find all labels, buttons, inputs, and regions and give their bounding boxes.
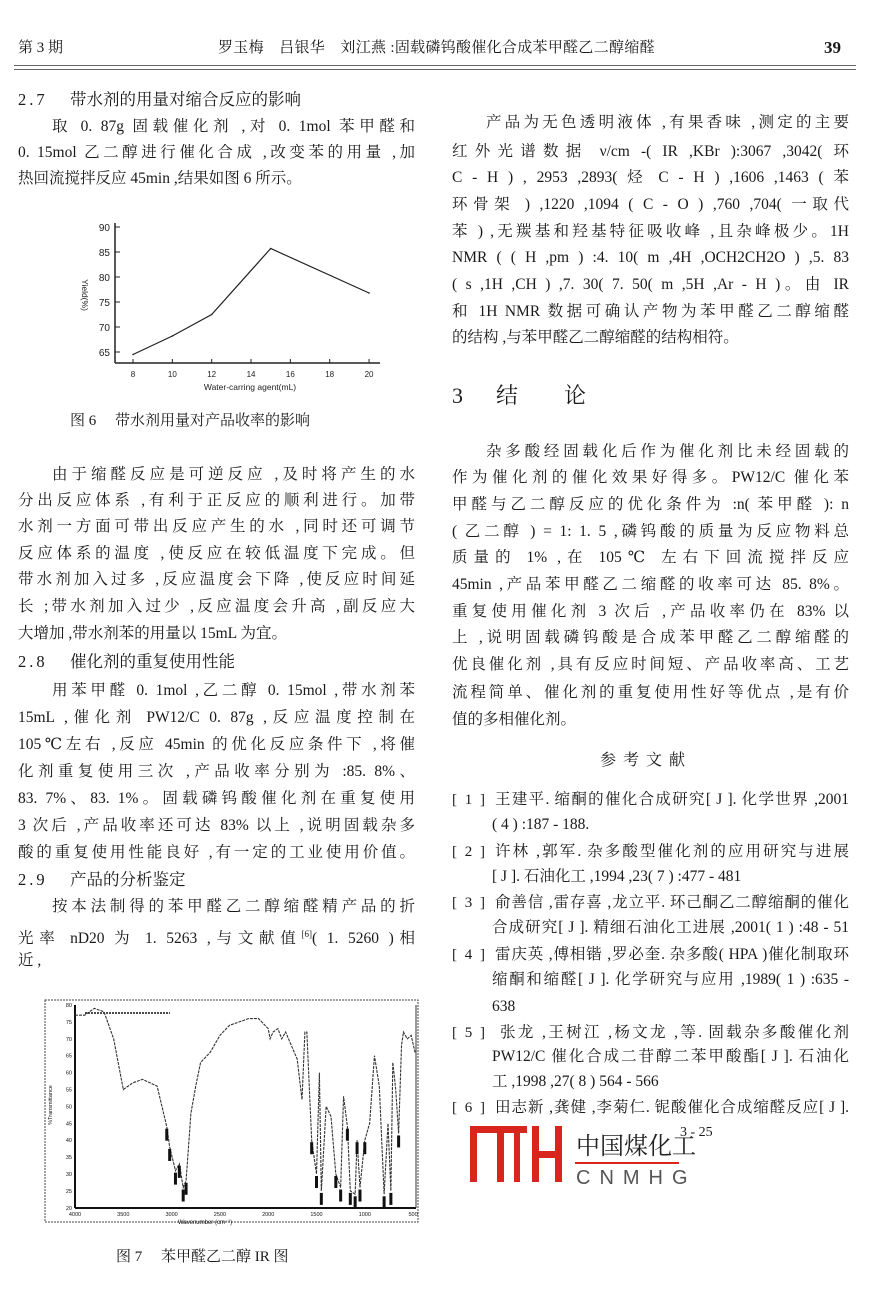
y-tick-label: 85 xyxy=(98,248,110,259)
x-tick-label: 10 xyxy=(167,370,177,379)
peak-label-marker xyxy=(363,1142,366,1154)
citation-ref-6[interactable]: [6] xyxy=(301,929,312,939)
x-tick-label: 500 xyxy=(408,1212,418,1218)
paragraph-line: 分出反应体系 ,有利于正反应的顺利进行。加带 xyxy=(18,492,415,509)
paragraph-line: 流程简单、催化剂的重复使用性好等优点 ,是有价 xyxy=(452,684,849,701)
paragraph-line: 带水剂加入过多 ,反应温度会下降 ,使反应时间延 xyxy=(18,571,415,588)
y-tick-label: 40 xyxy=(65,1138,72,1145)
reference-label: [ 4 ] xyxy=(452,947,485,963)
peak-label-marker xyxy=(346,1129,349,1141)
x-tick-label: 3500 xyxy=(117,1212,130,1218)
paragraph-line: 由于缩醛反应是可逆反应 ,及时将产生的水 xyxy=(52,466,415,483)
peak-label-marker xyxy=(354,1196,357,1208)
peak-label-marker xyxy=(178,1166,181,1178)
paragraph-line: 质量的 1% ,在 105℃ 左右下回流搅拌反应 xyxy=(452,549,849,566)
y-tick-label: 60 xyxy=(65,1070,72,1077)
paragraph-line: 苯 ) ,无羰基和羟基特征吸收峰 ,且杂峰极少。1H xyxy=(452,223,849,240)
y-tick-label: 65 xyxy=(65,1053,72,1060)
yield-series-line xyxy=(133,249,369,355)
paragraph-line: 甲醛与乙二醇反应的优化条件为 :n( 苯甲醛 ): n xyxy=(452,496,849,513)
section-heading-2-9: 2.9 产品的分析鉴定 xyxy=(18,870,186,889)
y-tick-label: 25 xyxy=(65,1188,72,1195)
running-title: 罗玉梅 吕银华 刘江燕 :固载磷钨酸催化合成苯甲醛乙二醇缩醛 xyxy=(218,40,655,56)
data-point xyxy=(368,292,370,294)
paragraph-line: 化剂重复使用三次 ,产品收率分别为 :85. 8%、 xyxy=(18,763,415,780)
paragraph-line: 的结构 ,与苯甲醛乙二醇缩醛的结构相符。 xyxy=(452,329,739,346)
x-tick-label: 18 xyxy=(325,370,335,379)
y-tick-label: 80 xyxy=(98,273,110,284)
reference-line: 缩酮和缩醛[ J ]. 化学研究与应用 ,1989( 1 ) :635 - xyxy=(492,971,849,988)
figure-border xyxy=(45,1000,418,1222)
reference-label: [ 1 ] xyxy=(452,792,485,808)
reference-line: 张龙 ,王树江 ,杨文龙 ,等. 固载杂多酸催化剂 xyxy=(500,1024,849,1041)
paragraph-line: 上 ,说明固载磷钨酸是合成苯甲醛乙二醇缩醛的 xyxy=(452,629,849,646)
reference-line: 3 - 25 xyxy=(680,1125,713,1140)
paragraph-line: 0. 15mol 乙二醇进行催化合成 ,改变苯的用量 ,加 xyxy=(18,144,415,161)
paragraph-line: 按本法制得的苯甲醛乙二醇缩醛精产品的折 xyxy=(52,898,415,915)
data-point xyxy=(132,354,134,356)
paragraph-line: 和 1H NMR 数据可确认产物为苯甲醛乙二醇缩醛 xyxy=(452,303,849,320)
paragraph-line: 红外光谱数据 ν/cm -( IR ,KBr ):3067 ,3042( 环 xyxy=(452,143,849,160)
ir-spectrum-line xyxy=(75,1008,415,1194)
paragraph-line: 近 , xyxy=(18,952,42,969)
peak-label-marker xyxy=(182,1190,185,1202)
paragraph-line: NMR ( ( H ,pm ) :4. 10( m ,4H ,OCH2CH2O ) ,5. 83 xyxy=(452,249,849,266)
paragraph-line: 热回流搅拌反应 45min ,结果如图 6 所示。 xyxy=(18,170,302,187)
paragraph-line: ( s ,1H ,CH ) ,7. 30( 7. 50( m ,5H ,Ar - H )。由 IR xyxy=(452,276,849,293)
peak-label-marker xyxy=(168,1149,171,1161)
section-heading-3: 3 结 论 xyxy=(452,383,599,408)
reference-line: 田志新 ,龚健 ,李菊仁. 铌酸催化合成缩醛反应[ J ]. xyxy=(495,1099,849,1116)
paragraph-line: 酸的重复使用性能良好 ,有一定的工业使用价值。 xyxy=(18,844,415,861)
x-tick-label: 12 xyxy=(207,370,217,379)
figure-6-caption: 图 6 带水剂用量对产品收率的影响 xyxy=(70,413,311,429)
x-tick-label: 2500 xyxy=(213,1212,227,1218)
reference-line: PW12/C 催化合成二苷醇二苯甲酸酯[ J ]. 石油化 xyxy=(492,1048,849,1065)
reference-line: [ J ]. 石油化工 ,1994 ,23( 7 ) :477 - 481 xyxy=(492,868,742,885)
y-tick-label: 20 xyxy=(65,1205,72,1212)
reference-line: 工 ,1998 ,27( 8 ) 564 - 566 xyxy=(492,1073,659,1090)
watermark-en-text: CNMHG xyxy=(576,1167,697,1186)
figure-6-yield-chart xyxy=(60,215,390,395)
peak-label-marker xyxy=(174,1173,177,1185)
paragraph-line: 3 次后 ,产品收率还可达 83% 以上 ,说明固载杂多 xyxy=(18,817,415,834)
x-tick-label: 1500 xyxy=(310,1212,323,1218)
reference-line: 俞善信 ,雷存喜 ,龙立平. 环己酮乙二醇缩酮的催化 xyxy=(495,894,849,911)
paragraph-line: ( 乙二醇 ) = 1: 1. 5 ,磷钨酸的质量为反应物料总 xyxy=(452,523,849,540)
paragraph-line: 值的多相催化剂。 xyxy=(452,711,577,728)
y-tick-label: 70 xyxy=(98,323,110,334)
section-heading-2-7: 2.7 带水剂的用量对缩合反应的影响 xyxy=(18,90,301,109)
peak-label-marker xyxy=(165,1129,168,1141)
peak-label-marker xyxy=(315,1176,318,1188)
x-tick-label: 20 xyxy=(364,370,374,379)
peak-label-marker xyxy=(397,1135,400,1147)
paragraph-line: 水剂一方面可带出反应产生的水 ,同时还可调节 xyxy=(18,518,415,535)
x-tick-label: 16 xyxy=(285,370,295,379)
figure-7-caption: 图 7 苯甲醛乙二醇 IR 图 xyxy=(116,1249,289,1265)
peak-label-marker xyxy=(389,1193,392,1205)
page-number: 39 xyxy=(824,38,841,57)
paragraph-line: 83. 7%、83. 1%。固载磷钨酸催化剂在重复使用 xyxy=(18,790,415,807)
paragraph-line: 长 ;带水剂加入过少 ,反应温度会升高 ,副反应大 xyxy=(18,598,415,615)
issue-label: 第 3 期 xyxy=(18,40,64,56)
x-tick-label: 2000 xyxy=(262,1212,275,1218)
x-axis-label: Wavenumber (cm⁻¹) xyxy=(177,1220,233,1226)
reference-label: [ 5 ] xyxy=(452,1025,485,1041)
paragraph-line: 取 0. 87g 固载催化剂 ,对 0. 1mol 苯甲醛和 xyxy=(52,118,415,135)
y-tick-label: 45 xyxy=(65,1121,72,1128)
paragraph-line: 105℃左右 ,反应 45min 的优化反应条件下 ,将催 xyxy=(18,736,415,753)
data-point xyxy=(211,314,213,316)
peak-label-marker xyxy=(320,1193,323,1205)
reference-line: 许林 ,郭军. 杂多酸型催化剂的应用研究与进展 xyxy=(495,843,849,860)
peak-label-marker xyxy=(358,1190,361,1202)
reference-line: 王建平. 缩酮的催化合成研究[ J ]. 化学世界 ,2001 xyxy=(495,791,849,808)
y-tick-label: 90 xyxy=(98,223,110,234)
paragraph-line: 重复使用催化剂 3 次后 ,产品收率仍在 83% 以 xyxy=(452,603,849,620)
x-axis-label: Water-carring agent(mL) xyxy=(203,382,297,392)
reference-label: [ 2 ] xyxy=(452,844,485,860)
figure-7-ir-spectrum xyxy=(40,995,425,1235)
paragraph-line: C - H ) , 2953 ,2893( 烃 C - H ) ,1606 ,1463 ( 苯 xyxy=(452,169,849,186)
reference-line: 合成研究[ J ]. 精细石油化工进展 ,2001( 1 ) :48 - 51 xyxy=(492,919,849,936)
y-tick-label: 55 xyxy=(65,1087,72,1094)
y-tick-label: 80 xyxy=(65,1003,72,1009)
paragraph-line: 环骨架 ) ,1220 ,1094 ( C - O ) ,760 ,704( 一取代 xyxy=(452,196,849,213)
paragraph-line: 反应体系的温度 ,使反应在较低温度下完成。但 xyxy=(18,545,415,562)
paragraph-line: 产品为无色透明液体 ,有果香味 ,测定的主要 xyxy=(486,114,849,131)
header-rule xyxy=(14,65,856,70)
peak-label-marker xyxy=(383,1196,386,1208)
paragraph-line: 优良催化剂 ,具有反应时间短、产品收率高、工艺 xyxy=(452,656,849,673)
cnmhg-watermark-logo xyxy=(470,1124,710,1186)
reference-line: 雷庆英 ,傅相锴 ,罗必奎. 杂多酸( HPA )催化制取环 xyxy=(495,946,849,963)
data-point xyxy=(270,248,272,250)
reference-line: ( 4 ) :187 - 188. xyxy=(492,816,590,833)
paragraph-line: 大增加 ,带水剂苯的用量以 15mL 为宜。 xyxy=(18,625,287,642)
x-tick-label: 1000 xyxy=(358,1212,371,1218)
peak-label-marker xyxy=(356,1142,359,1154)
y-tick-label: 30 xyxy=(65,1172,72,1178)
y-tick-label: 50 xyxy=(65,1104,72,1111)
paragraph-line: 45min ,产品苯甲醛乙二缩醛的收率可达 85. 8%。 xyxy=(452,576,849,593)
paragraph-line: 作为催化剂的催化效果好得多。PW12/C 催化苯 xyxy=(452,469,849,486)
paragraph-line: 用苯甲醛 0. 1mol ,乙二醇 0. 15mol ,带水剂苯 xyxy=(52,682,415,699)
paragraph-line: 光率 nD20 为 1. 5263 ,与文献值[6]( 1. 5260 )相 xyxy=(18,929,415,948)
reference-label: [ 3 ] xyxy=(452,895,485,911)
y-tick-label: 35 xyxy=(65,1155,72,1162)
watermark-cn-text: 中国煤化工 xyxy=(576,1133,696,1160)
peak-label-marker xyxy=(349,1193,352,1205)
data-point xyxy=(172,335,174,337)
section-heading-2-8: 2.8 催化剂的重复使用性能 xyxy=(18,652,235,671)
paragraph-line: 15mL ,催化剂 PW12/C 0. 87g ,反应温度控制在 xyxy=(18,709,415,726)
y-tick-label: 75 xyxy=(65,1019,72,1026)
peak-label-marker xyxy=(310,1142,313,1154)
y-axis-label: %Transmittance xyxy=(48,1085,54,1125)
references-heading: 参考文献 xyxy=(600,752,693,769)
x-tick-label: 14 xyxy=(246,370,256,379)
y-axis-label: Yield(%) xyxy=(80,279,90,311)
x-tick-label: 4000 xyxy=(68,1212,82,1218)
y-tick-label: 70 xyxy=(65,1036,72,1043)
paragraph-line: 杂多酸经固载化后作为催化剂比未经固载的 xyxy=(486,443,849,460)
peak-label-marker xyxy=(339,1190,342,1202)
reference-label: [ 6 ] xyxy=(452,1100,485,1116)
reference-line: 638 xyxy=(492,998,516,1015)
peak-label-marker xyxy=(334,1176,337,1188)
x-tick-label: 8 xyxy=(130,370,136,379)
y-tick-label: 75 xyxy=(98,298,110,309)
y-tick-label: 65 xyxy=(98,348,110,359)
peak-label-marker xyxy=(185,1183,188,1195)
x-tick-label: 3000 xyxy=(165,1212,178,1218)
